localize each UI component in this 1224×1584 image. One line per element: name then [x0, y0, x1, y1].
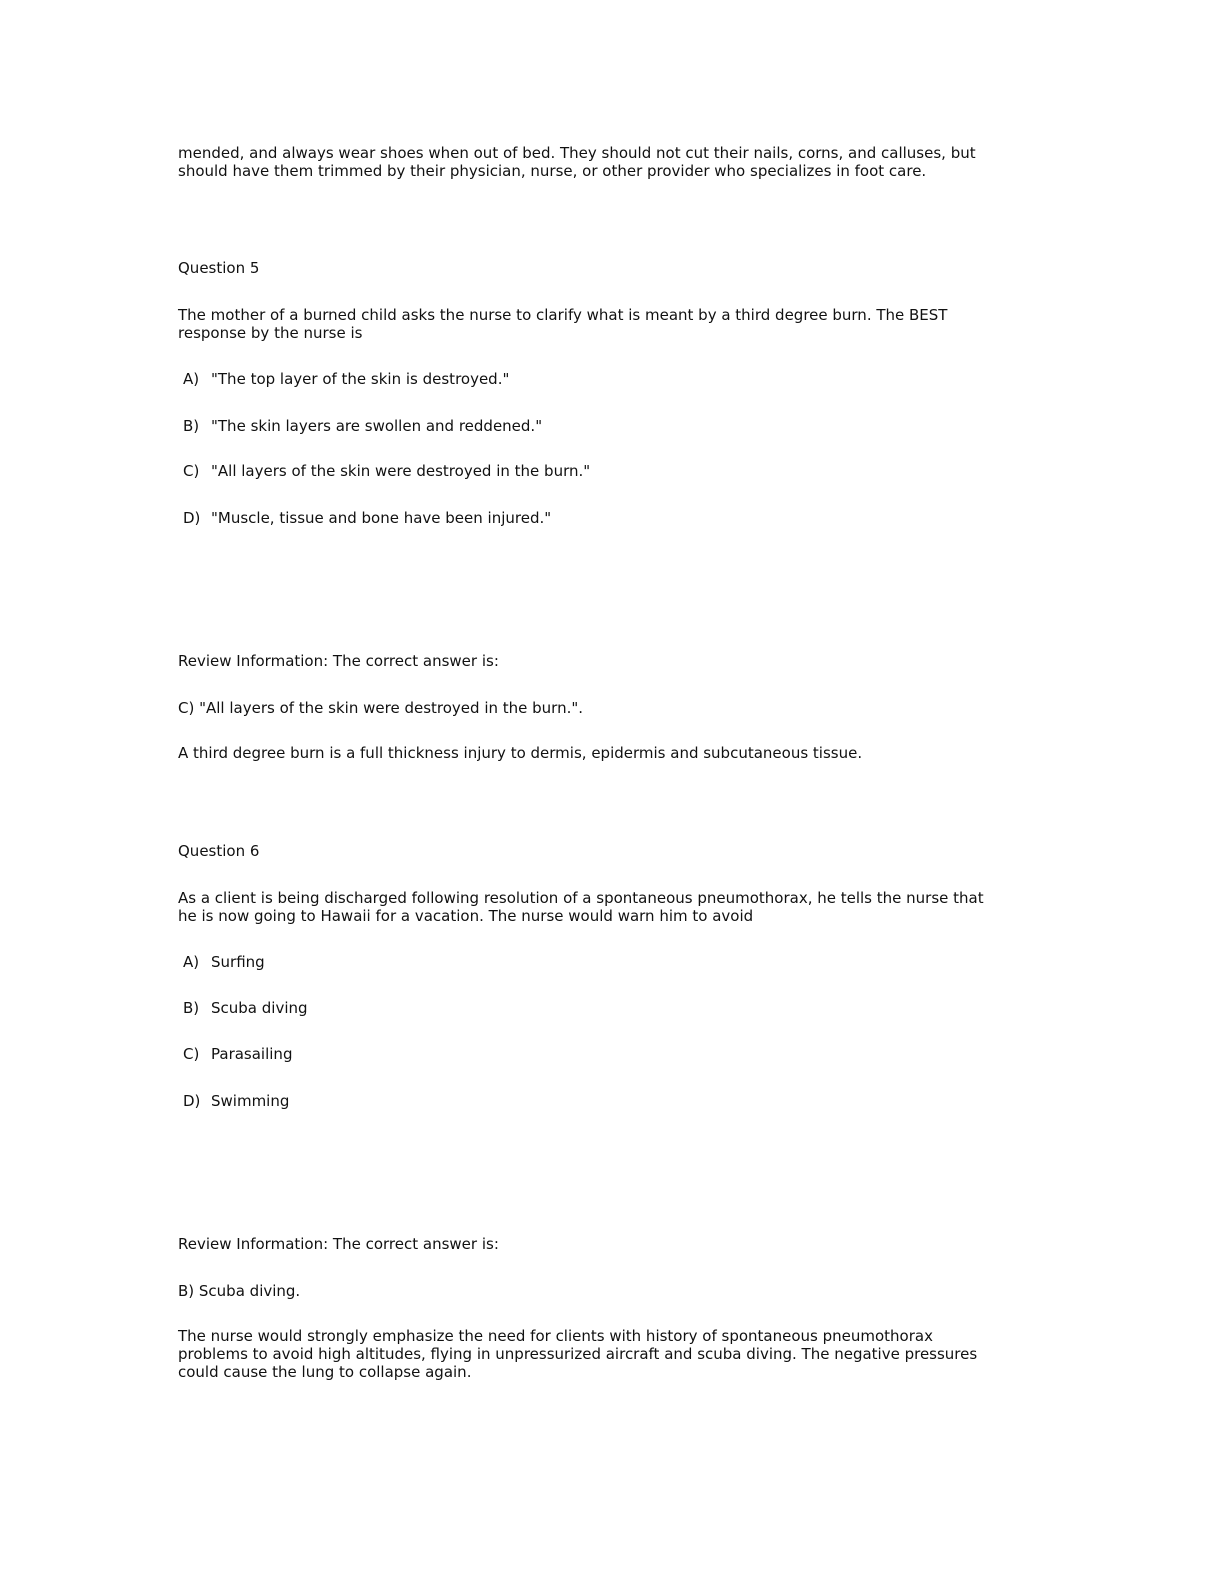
option-letter: B)	[183, 417, 200, 435]
explanation-line: could cause the lung to collapse again.	[178, 1363, 472, 1381]
question-stem	[178, 306, 1038, 342]
explanation-line: problems to avoid high altitudes, flying in unpressurized aircraft and scuba diving. The negative pressures	[178, 1345, 978, 1363]
option-text: "The skin layers are swollen and reddened."	[211, 417, 543, 435]
answer-option-d[interactable]	[183, 1092, 1023, 1110]
option-text: "Muscle, tissue and bone have been injured."	[211, 509, 552, 527]
answer-option-a[interactable]	[183, 953, 1023, 971]
question-stem	[178, 889, 1038, 925]
correct-answer: C) "All layers of the skin were destroyed in the burn.".	[178, 699, 584, 717]
question-stem-line: The mother of a burned child asks the nurse to clarify what is meant by a third degree burn. The BEST	[178, 306, 948, 324]
option-text: Scuba diving	[211, 999, 308, 1017]
option-letter: A)	[183, 370, 200, 388]
explanation	[178, 1327, 1038, 1381]
option-letter: B)	[183, 999, 200, 1017]
option-letter: D)	[183, 509, 201, 527]
option-letter: A)	[183, 953, 200, 971]
option-letter: C)	[183, 1045, 200, 1063]
answer-option-d[interactable]	[183, 509, 1023, 527]
question-heading: Question 6	[178, 842, 260, 860]
answer-option-c[interactable]	[183, 1045, 1023, 1063]
review-label: Review Information: The correct answer is:	[178, 1235, 499, 1253]
explanation-line: The nurse would strongly emphasize the need for clients with history of spontaneous pneumothorax	[178, 1327, 933, 1345]
continuation-paragraph	[178, 144, 1038, 180]
continuation-line: mended, and always wear shoes when out of bed. They should not cut their nails, corns, and calluses, but	[178, 144, 976, 162]
answer-option-a[interactable]	[183, 370, 1023, 388]
question-stem-line: he is now going to Hawaii for a vacation. The nurse would warn him to avoid	[178, 907, 754, 925]
option-text: Surfing	[211, 953, 265, 971]
answer-option-c[interactable]	[183, 462, 1023, 480]
question-heading: Question 5	[178, 259, 260, 277]
option-text: Parasailing	[211, 1045, 293, 1063]
explanation	[178, 744, 1038, 762]
question-stem-line: response by the nurse is	[178, 324, 363, 342]
review-label: Review Information: The correct answer is:	[178, 652, 499, 670]
answer-option-b[interactable]	[183, 999, 1023, 1017]
option-letter: C)	[183, 462, 200, 480]
option-text: Swimming	[211, 1092, 290, 1110]
continuation-line: should have them trimmed by their physician, nurse, or other provider who specializes in foot care.	[178, 162, 927, 180]
answer-option-b[interactable]	[183, 417, 1023, 435]
question-stem-line: As a client is being discharged following resolution of a spontaneous pneumothorax, he tells the nurse that	[178, 889, 984, 907]
option-text: "The top layer of the skin is destroyed."	[211, 370, 510, 388]
explanation-line: A third degree burn is a full thickness injury to dermis, epidermis and subcutaneous tissue.	[178, 744, 863, 762]
correct-answer: B) Scuba diving.	[178, 1282, 301, 1300]
option-letter: D)	[183, 1092, 201, 1110]
option-text: "All layers of the skin were destroyed in the burn."	[211, 462, 591, 480]
